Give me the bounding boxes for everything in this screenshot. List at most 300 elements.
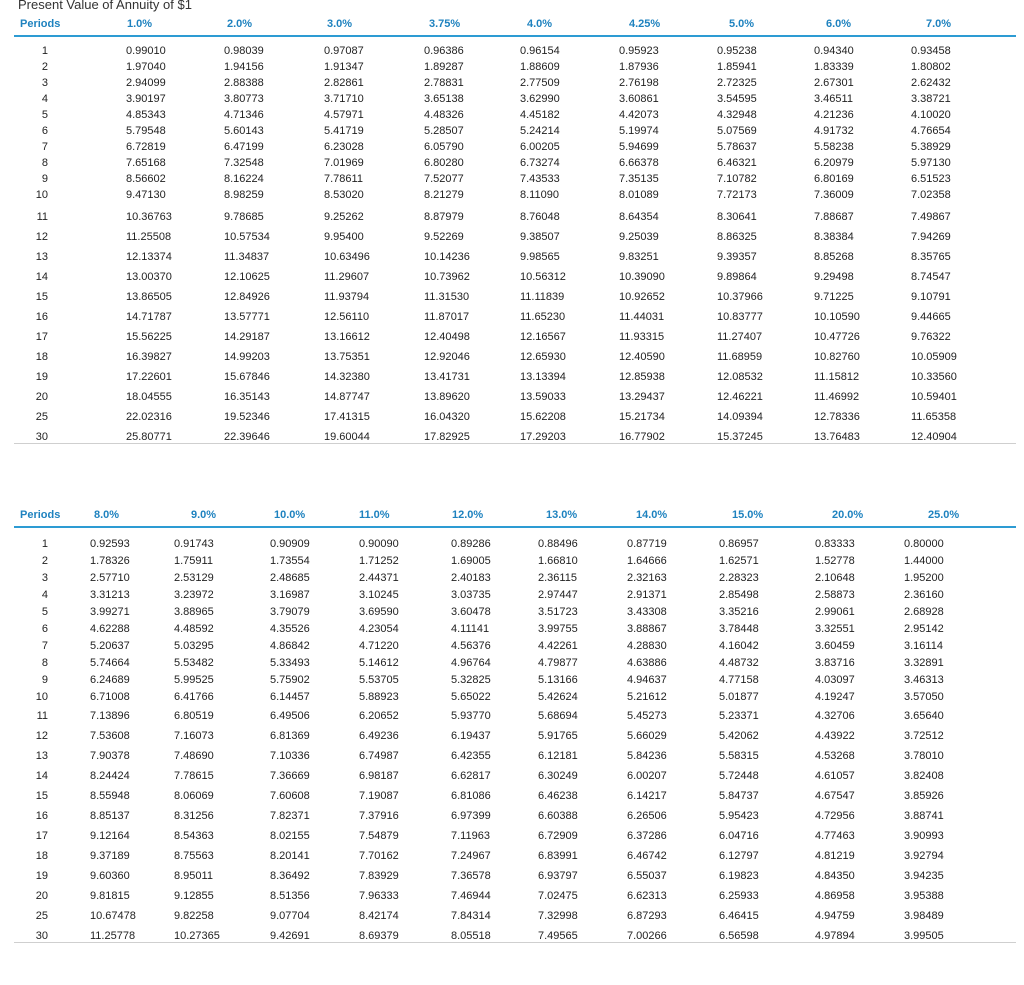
value-cell: 4.85343 (126, 109, 166, 121)
value-cell: 11.46992 (814, 391, 860, 403)
value-cell: 3.78448 (719, 623, 759, 635)
value-cell: 2.32163 (627, 572, 667, 584)
value-cell: 0.80000 (904, 538, 944, 550)
value-cell: 4.62288 (90, 623, 130, 635)
value-cell: 8.30641 (717, 211, 757, 223)
value-cell: 6.73274 (520, 157, 560, 169)
value-cell: 3.65640 (904, 710, 944, 722)
value-cell: 16.04320 (424, 411, 470, 423)
value-cell: 6.62817 (451, 770, 491, 782)
value-cell: 13.89620 (424, 391, 470, 403)
value-cell: 0.83333 (815, 538, 855, 550)
value-cell: 3.88867 (627, 623, 667, 635)
value-cell: 7.35135 (619, 173, 659, 185)
value-cell: 2.53129 (174, 572, 214, 584)
value-cell: 1.80802 (911, 61, 951, 73)
value-cell: 7.96333 (359, 890, 399, 902)
value-cell: 0.95923 (619, 45, 659, 57)
value-cell: 6.49506 (270, 710, 310, 722)
value-cell: 1.85941 (717, 61, 757, 73)
rate-column-header: 7.0% (926, 18, 952, 30)
value-cell: 1.64666 (627, 555, 667, 567)
value-cell: 5.53482 (174, 657, 214, 669)
value-cell: 7.49867 (911, 211, 951, 223)
value-cell: 8.54363 (174, 830, 214, 842)
rate-column-header: 15.0% (732, 509, 764, 521)
value-cell: 1.62571 (719, 555, 759, 567)
value-cell: 4.21236 (814, 109, 854, 121)
value-cell: 4.45182 (520, 109, 560, 121)
value-cell: 5.23371 (719, 710, 759, 722)
value-cell: 1.87936 (619, 61, 659, 73)
period-cell: 9 (41, 674, 48, 686)
value-cell: 6.05790 (424, 141, 464, 153)
value-cell: 5.91765 (538, 730, 578, 742)
value-cell: 5.65022 (451, 691, 491, 703)
table-header-row (14, 506, 1016, 528)
value-cell: 3.16114 (904, 640, 943, 652)
value-cell: 5.42624 (538, 691, 578, 703)
value-cell: 4.77463 (815, 830, 855, 842)
value-cell: 6.24689 (90, 674, 130, 686)
value-cell: 3.23972 (174, 589, 214, 601)
value-cell: 8.56602 (126, 173, 166, 185)
value-cell: 8.85137 (90, 810, 130, 822)
value-cell: 17.41315 (324, 411, 370, 423)
value-cell: 6.56598 (719, 930, 759, 942)
value-cell: 11.15812 (814, 371, 860, 383)
value-cell: 10.39090 (619, 271, 665, 283)
period-cell: 15 (35, 790, 48, 802)
value-cell: 8.36492 (270, 870, 310, 882)
value-cell: 5.21612 (627, 691, 667, 703)
period-cell: 30 (35, 431, 48, 443)
value-cell: 5.75902 (270, 674, 310, 686)
value-cell: 7.54879 (359, 830, 399, 842)
value-cell: 11.93794 (324, 291, 370, 303)
value-cell: 8.21279 (424, 189, 464, 201)
value-cell: 9.10791 (911, 291, 951, 303)
value-cell: 16.35143 (224, 391, 270, 403)
value-cell: 11.29607 (324, 271, 370, 283)
value-cell: 15.62208 (520, 411, 566, 423)
annuity-table-low-rates (14, 15, 1016, 444)
value-cell: 6.72909 (538, 830, 578, 842)
value-cell: 9.98565 (520, 251, 560, 263)
period-cell: 2 (41, 61, 48, 73)
value-cell: 13.57771 (224, 311, 270, 323)
value-cell: 7.60608 (270, 790, 310, 802)
rate-column-header: 4.0% (527, 18, 553, 30)
value-cell: 3.51723 (538, 606, 578, 618)
value-cell: 5.78637 (717, 141, 757, 153)
value-cell: 13.29437 (619, 391, 665, 403)
value-cell: 4.42073 (619, 109, 659, 121)
value-cell: 3.98489 (904, 910, 944, 922)
value-cell: 7.84314 (451, 910, 491, 922)
rate-column-header: 14.0% (636, 509, 668, 521)
rate-column-header: 1.0% (127, 18, 153, 30)
value-cell: 4.86958 (815, 890, 855, 902)
value-cell: 2.28323 (719, 572, 759, 584)
value-cell: 11.31530 (424, 291, 470, 303)
value-cell: 7.90378 (90, 750, 130, 762)
value-cell: 12.85938 (619, 371, 665, 383)
value-cell: 4.23054 (359, 623, 399, 635)
value-cell: 5.24214 (520, 125, 560, 137)
value-cell: 2.36160 (904, 589, 944, 601)
period-cell: 25 (35, 910, 48, 922)
value-cell: 6.81086 (451, 790, 491, 802)
value-cell: 2.94099 (126, 77, 166, 89)
value-cell: 6.47199 (224, 141, 264, 153)
value-cell: 7.24967 (451, 850, 491, 862)
value-cell: 9.39357 (717, 251, 757, 263)
value-cell: 7.78615 (174, 770, 214, 782)
value-cell: 0.88496 (538, 538, 578, 550)
value-cell: 22.39646 (224, 431, 270, 443)
value-cell: 5.58238 (814, 141, 854, 153)
value-cell: 7.10336 (270, 750, 310, 762)
rate-column-header: 3.0% (327, 18, 353, 30)
table-title: Present Value of Annuity of $1 (18, 0, 192, 12)
value-cell: 6.20652 (359, 710, 399, 722)
value-cell: 6.46742 (627, 850, 667, 862)
value-cell: 7.36669 (270, 770, 310, 782)
rate-column-header: 8.0% (94, 509, 120, 521)
value-cell: 9.78685 (224, 211, 264, 223)
value-cell: 11.68959 (717, 351, 763, 363)
period-cell: 19 (35, 371, 48, 383)
rate-column-header: 2.0% (227, 18, 253, 30)
period-cell: 14 (35, 770, 48, 782)
value-cell: 12.40904 (911, 431, 957, 443)
value-cell: 2.48685 (270, 572, 310, 584)
value-cell: 5.19974 (619, 125, 659, 137)
value-cell: 5.88923 (359, 691, 399, 703)
value-cell: 11.25778 (90, 930, 136, 942)
value-cell: 9.25039 (619, 231, 659, 243)
value-cell: 3.72512 (904, 730, 944, 742)
value-cell: 12.92046 (424, 351, 470, 363)
value-cell: 7.32548 (224, 157, 264, 169)
value-cell: 2.72325 (717, 77, 757, 89)
value-cell: 11.93315 (619, 331, 665, 343)
rate-column-header: 13.0% (546, 509, 578, 521)
value-cell: 6.46415 (719, 910, 759, 922)
period-cell: 1 (41, 45, 48, 57)
value-cell: 14.99203 (224, 351, 270, 363)
period-cell: 6 (41, 623, 48, 635)
value-cell: 3.10245 (359, 589, 399, 601)
value-cell: 13.16612 (324, 331, 370, 343)
value-cell: 8.38384 (814, 231, 854, 243)
value-cell: 4.97894 (815, 930, 855, 942)
period-cell: 10 (35, 691, 48, 703)
value-cell: 3.65138 (424, 93, 464, 105)
value-cell: 8.85268 (814, 251, 854, 263)
value-cell: 15.67846 (224, 371, 270, 383)
value-cell: 8.01089 (619, 189, 659, 201)
value-cell: 7.01969 (324, 157, 364, 169)
value-cell: 2.91371 (627, 589, 667, 601)
value-cell: 6.23028 (324, 141, 364, 153)
value-cell: 6.51523 (911, 173, 951, 185)
value-cell: 8.20141 (270, 850, 310, 862)
value-cell: 5.03295 (174, 640, 214, 652)
value-cell: 11.65230 (520, 311, 566, 323)
rate-column-header: 11.0% (359, 509, 390, 521)
period-cell: 13 (35, 251, 48, 263)
value-cell: 1.73554 (270, 555, 310, 567)
value-cell: 8.11090 (520, 189, 559, 201)
value-cell: 0.87719 (627, 538, 667, 550)
value-cell: 14.32380 (324, 371, 370, 383)
value-cell: 14.09394 (717, 411, 763, 423)
value-cell: 3.03735 (451, 589, 491, 601)
value-cell: 6.71008 (90, 691, 130, 703)
period-cell: 18 (35, 351, 48, 363)
value-cell: 4.86842 (270, 640, 310, 652)
value-cell: 7.36578 (451, 870, 491, 882)
period-cell: 12 (35, 730, 48, 742)
period-cell: 3 (41, 572, 48, 584)
value-cell: 10.56312 (520, 271, 566, 283)
value-cell: 5.38929 (911, 141, 951, 153)
value-cell: 4.91732 (814, 125, 854, 137)
value-cell: 5.45273 (627, 710, 667, 722)
value-cell: 4.94637 (627, 674, 667, 686)
value-cell: 9.12855 (174, 890, 214, 902)
value-cell: 6.00207 (627, 770, 667, 782)
value-cell: 8.51356 (270, 890, 310, 902)
value-cell: 1.44000 (904, 555, 944, 567)
value-cell: 5.53705 (359, 674, 399, 686)
value-cell: 7.49565 (538, 930, 578, 942)
period-cell: 11 (36, 710, 48, 722)
value-cell: 7.00266 (627, 930, 667, 942)
value-cell: 12.13374 (126, 251, 172, 263)
value-cell: 8.95011 (174, 870, 213, 882)
value-cell: 9.42691 (270, 930, 310, 942)
value-cell: 3.88965 (174, 606, 214, 618)
period-cell: 20 (35, 391, 48, 403)
value-cell: 10.10590 (814, 311, 860, 323)
value-cell: 2.44371 (359, 572, 399, 584)
value-cell: 7.70162 (359, 850, 399, 862)
value-cell: 7.10782 (717, 173, 757, 185)
value-cell: 1.69005 (451, 555, 491, 567)
value-cell: 6.74987 (359, 750, 399, 762)
value-cell: 5.99525 (174, 674, 214, 686)
value-cell: 8.76048 (520, 211, 560, 223)
value-cell: 8.64354 (619, 211, 659, 223)
value-cell: 8.55948 (90, 790, 130, 802)
value-cell: 7.02475 (538, 890, 578, 902)
value-cell: 5.42062 (719, 730, 759, 742)
value-cell: 3.92794 (904, 850, 944, 862)
value-cell: 8.74547 (911, 271, 951, 283)
value-cell: 0.93458 (911, 45, 951, 57)
value-cell: 5.84737 (719, 790, 759, 802)
value-cell: 11.11839 (520, 291, 565, 303)
value-cell: 7.36009 (814, 189, 854, 201)
value-cell: 6.87293 (627, 910, 667, 922)
value-cell: 12.08532 (717, 371, 763, 383)
value-cell: 4.71346 (224, 109, 264, 121)
value-cell: 3.31213 (90, 589, 130, 601)
rate-column-header: 4.25% (629, 18, 661, 30)
value-cell: 13.59033 (520, 391, 566, 403)
value-cell: 12.10625 (224, 271, 270, 283)
value-cell: 9.47130 (126, 189, 166, 201)
value-cell: 5.94699 (619, 141, 659, 153)
value-cell: 8.53020 (324, 189, 364, 201)
value-cell: 3.99271 (90, 606, 130, 618)
value-cell: 3.46313 (904, 674, 944, 686)
value-cell: 10.57534 (224, 231, 270, 243)
value-cell: 11.34837 (224, 251, 270, 263)
value-cell: 8.05518 (451, 930, 491, 942)
period-cell: 16 (35, 311, 48, 323)
value-cell: 6.14217 (627, 790, 667, 802)
value-cell: 4.35526 (270, 623, 310, 635)
value-cell: 1.91347 (324, 61, 364, 73)
value-cell: 10.14236 (424, 251, 470, 263)
value-cell: 11.44031 (619, 311, 665, 323)
value-cell: 4.61057 (815, 770, 855, 782)
period-cell: 17 (35, 830, 48, 842)
value-cell: 5.79548 (126, 125, 166, 137)
value-cell: 3.99755 (538, 623, 578, 635)
value-cell: 7.11963 (451, 830, 490, 842)
value-cell: 3.54595 (717, 93, 757, 105)
value-cell: 3.60459 (815, 640, 855, 652)
value-cell: 5.20637 (90, 640, 130, 652)
value-cell: 2.40183 (451, 572, 491, 584)
value-cell: 3.46511 (814, 93, 853, 105)
value-cell: 7.88687 (814, 211, 854, 223)
value-cell: 9.12164 (90, 830, 130, 842)
value-cell: 13.00370 (126, 271, 172, 283)
value-cell: 4.81219 (815, 850, 855, 862)
value-cell: 3.85926 (904, 790, 944, 802)
rate-column-header: 10.0% (274, 509, 306, 521)
value-cell: 6.20979 (814, 157, 854, 169)
value-cell: 10.05909 (911, 351, 957, 363)
value-cell: 2.67301 (814, 77, 854, 89)
value-cell: 16.77902 (619, 431, 665, 443)
value-cell: 5.28507 (424, 125, 464, 137)
value-cell: 5.33493 (270, 657, 310, 669)
value-cell: 5.14612 (359, 657, 399, 669)
value-cell: 6.42355 (451, 750, 491, 762)
value-cell: 6.04716 (719, 830, 759, 842)
period-cell: 3 (41, 77, 48, 89)
value-cell: 7.13896 (90, 710, 130, 722)
value-cell: 8.87979 (424, 211, 464, 223)
value-cell: 14.29187 (224, 331, 270, 343)
value-cell: 6.12181 (538, 750, 578, 762)
value-cell: 14.71787 (126, 311, 172, 323)
value-cell: 18.04555 (126, 391, 172, 403)
bottom-fade (0, 963, 1024, 985)
value-cell: 5.93770 (451, 710, 491, 722)
table-body (14, 528, 1016, 943)
value-cell: 1.52778 (815, 555, 855, 567)
value-cell: 11.27407 (717, 331, 763, 343)
value-cell: 6.41766 (174, 691, 214, 703)
value-cell: 0.98039 (224, 45, 264, 57)
value-cell: 4.42261 (538, 640, 578, 652)
value-cell: 4.32706 (815, 710, 855, 722)
rate-column-header: 12.0% (452, 509, 484, 521)
value-cell: 12.16567 (520, 331, 566, 343)
value-cell: 9.81815 (90, 890, 130, 902)
value-cell: 6.19437 (451, 730, 491, 742)
value-cell: 7.32998 (538, 910, 578, 922)
value-cell: 3.57050 (904, 691, 944, 703)
value-cell: 8.06069 (174, 790, 214, 802)
value-cell: 9.44665 (911, 311, 951, 323)
annuity-table-high-rates (14, 506, 1016, 943)
value-cell: 8.86325 (717, 231, 757, 243)
value-cell: 9.38507 (520, 231, 560, 243)
value-cell: 12.78336 (814, 411, 860, 423)
value-cell: 2.36115 (538, 572, 577, 584)
value-cell: 8.98259 (224, 189, 264, 201)
value-cell: 1.88609 (520, 61, 560, 73)
value-cell: 4.72956 (815, 810, 855, 822)
value-cell: 9.52269 (424, 231, 464, 243)
value-cell: 1.83339 (814, 61, 854, 73)
value-cell: 2.68928 (904, 606, 944, 618)
period-cell: 8 (41, 157, 48, 169)
value-cell: 0.90090 (359, 538, 399, 550)
value-cell: 0.94340 (814, 45, 854, 57)
value-cell: 7.46944 (451, 890, 491, 902)
value-cell: 7.82371 (270, 810, 310, 822)
value-cell: 7.43533 (520, 173, 560, 185)
value-cell: 3.83716 (815, 657, 855, 669)
value-cell: 0.91743 (174, 538, 214, 550)
period-cell: 7 (41, 141, 48, 153)
value-cell: 7.78611 (324, 173, 363, 185)
value-cell: 9.89864 (717, 271, 757, 283)
value-cell: 12.40590 (619, 351, 665, 363)
period-cell: 11 (36, 211, 48, 223)
table-header-row (14, 15, 1016, 37)
value-cell: 7.02358 (911, 189, 951, 201)
value-cell: 9.71225 (814, 291, 854, 303)
value-cell: 1.89287 (424, 61, 464, 73)
period-cell: 4 (41, 589, 48, 601)
rate-column-header: 20.0% (832, 509, 864, 521)
value-cell: 6.46238 (538, 790, 578, 802)
period-cell: 18 (35, 850, 48, 862)
value-cell: 4.53268 (815, 750, 855, 762)
value-cell: 1.94156 (224, 61, 264, 73)
value-cell: 8.31256 (174, 810, 214, 822)
value-cell: 4.71220 (359, 640, 399, 652)
value-cell: 4.19247 (815, 691, 855, 703)
value-cell: 2.77509 (520, 77, 560, 89)
value-cell: 0.96154 (520, 45, 560, 57)
value-cell: 6.98187 (359, 770, 399, 782)
value-cell: 2.97447 (538, 589, 578, 601)
value-cell: 13.76483 (814, 431, 860, 443)
value-cell: 3.69590 (359, 606, 399, 618)
